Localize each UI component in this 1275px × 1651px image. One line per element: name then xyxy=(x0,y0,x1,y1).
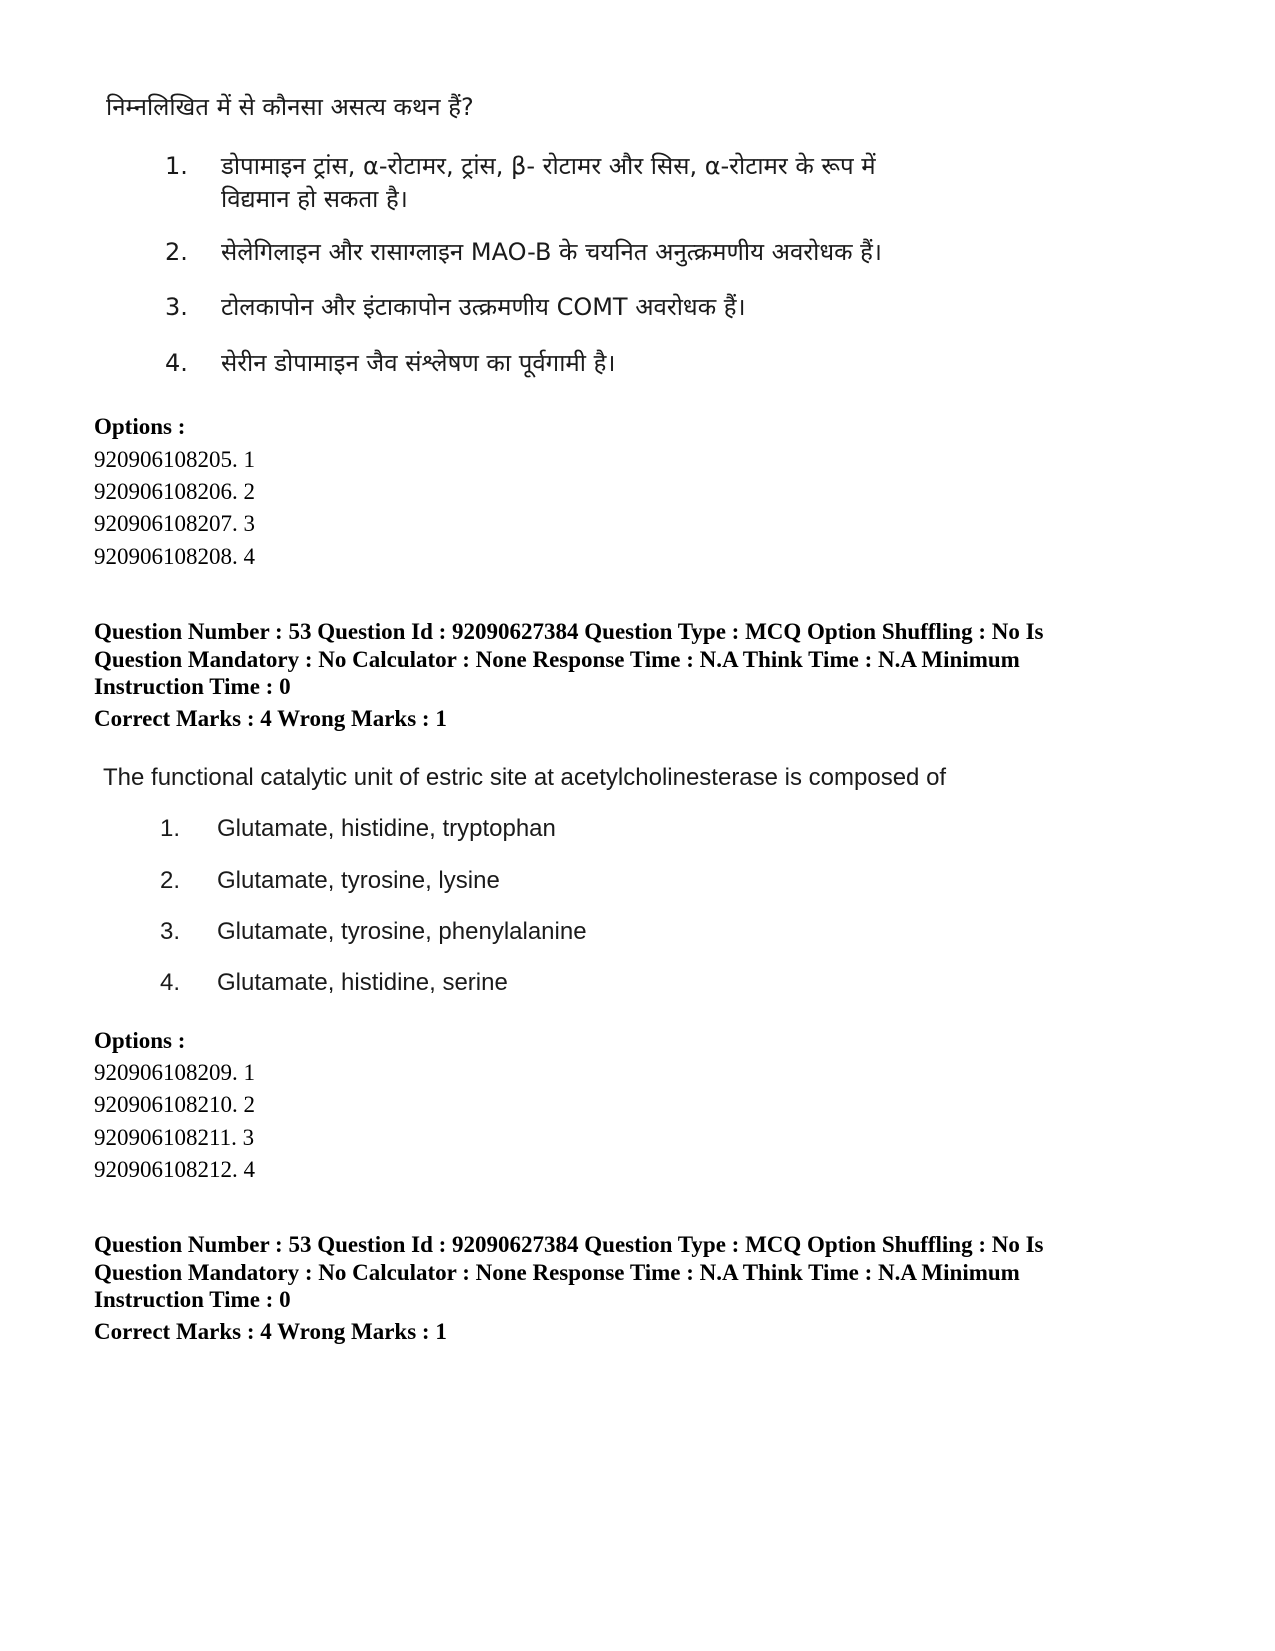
q52-item-2-number: 2. xyxy=(165,238,188,266)
q53-marks: Correct Marks : 4 Wrong Marks : 1 xyxy=(94,706,447,731)
q53-option-4: 920906108212. 4 xyxy=(94,1157,255,1182)
q52-option-1: 920906108205. 1 xyxy=(94,447,255,472)
q53-item-3 xyxy=(160,917,860,947)
q53-item-1-text: Glutamate, histidine, tryptophan xyxy=(217,815,556,842)
q54-meta-line-3: Instruction Time : 0 xyxy=(94,1287,291,1312)
q54-meta-line-2: Question Mandatory : No Calculator : None Response Time : N.A Think Time : N.A Minimum xyxy=(94,1259,1020,1285)
q54-meta xyxy=(94,1231,1194,1314)
q53-item-4 xyxy=(160,968,860,998)
q53-meta xyxy=(94,618,1194,701)
q52-item-1-number: 1. xyxy=(165,152,188,180)
q52-item-3 xyxy=(165,291,965,324)
q52-item-4 xyxy=(165,347,965,380)
q52-option-2: 920906108206. 2 xyxy=(94,479,255,504)
q52-item-4-number: 4. xyxy=(165,349,188,377)
q53-item-1-number: 1. xyxy=(160,815,181,842)
q52-item-3-text: टोलकापोन और इंटाकापोन उत्क्रमणीय COMT अवरोधक हैं। xyxy=(221,293,746,321)
q52-item-2 xyxy=(165,236,965,269)
q53-item-4-text: Glutamate, histidine, serine xyxy=(217,969,508,996)
q53-item-2-number: 2. xyxy=(160,867,181,894)
q53-item-1 xyxy=(160,814,860,844)
q54-meta-line-1: Question Number : 53 Question Id : 92090627384 Question Type : MCQ Option Shuffling : No Is xyxy=(94,1232,1044,1257)
q52-options-label: Options : xyxy=(94,414,186,439)
q53-item-2 xyxy=(160,866,860,896)
q52-item-4-text: सेरीन डोपामाइन जैव संश्लेषण का पूर्वगामी है। xyxy=(221,349,616,377)
q52-option-4: 920906108208. 4 xyxy=(94,544,255,569)
q52-item-1-text: डोपामाइन ट्रांस, α-रोटामर, ट्रांस, β- रोटामर और सिस, α-रोटामर के रूप में विद्यमान हो सकता है। xyxy=(221,152,876,213)
q53-option-1: 920906108209. 1 xyxy=(94,1060,255,1085)
q52-item-2-text: सेलेगिलाइन और रासाग्लाइन MAO-B के चयनित अनुत्क्रमणीय अवरोधक हैं। xyxy=(221,238,882,266)
q53-option-2: 920906108210. 2 xyxy=(94,1092,255,1117)
q53-stem: The functional catalytic unit of estric site at acetylcholinesterase is composed of xyxy=(103,764,947,791)
q53-meta-line-2: Question Mandatory : No Calculator : None Response Time : N.A Think Time : N.A Minimum xyxy=(94,646,1020,672)
q53-item-3-text: Glutamate, tyrosine, phenylalanine xyxy=(217,918,587,945)
q52-item-1 xyxy=(165,150,965,216)
q54-marks: Correct Marks : 4 Wrong Marks : 1 xyxy=(94,1319,447,1344)
q52-stem: निम्नलिखित में से कौनसा असत्य कथन हैं? xyxy=(106,93,474,121)
q53-item-3-number: 3. xyxy=(160,918,181,945)
q53-item-4-number: 4. xyxy=(160,969,181,996)
q53-option-3: 920906108211. 3 xyxy=(94,1125,255,1150)
q53-meta-line-3: Instruction Time : 0 xyxy=(94,674,291,699)
q52-option-3: 920906108207. 3 xyxy=(94,511,255,536)
q52-item-3-number: 3. xyxy=(165,293,188,321)
q53-meta-line-1: Question Number : 53 Question Id : 92090627384 Question Type : MCQ Option Shuffling : No Is xyxy=(94,619,1044,644)
q53-options-label: Options : xyxy=(94,1028,186,1053)
q53-item-2-text: Glutamate, tyrosine, lysine xyxy=(217,867,500,894)
